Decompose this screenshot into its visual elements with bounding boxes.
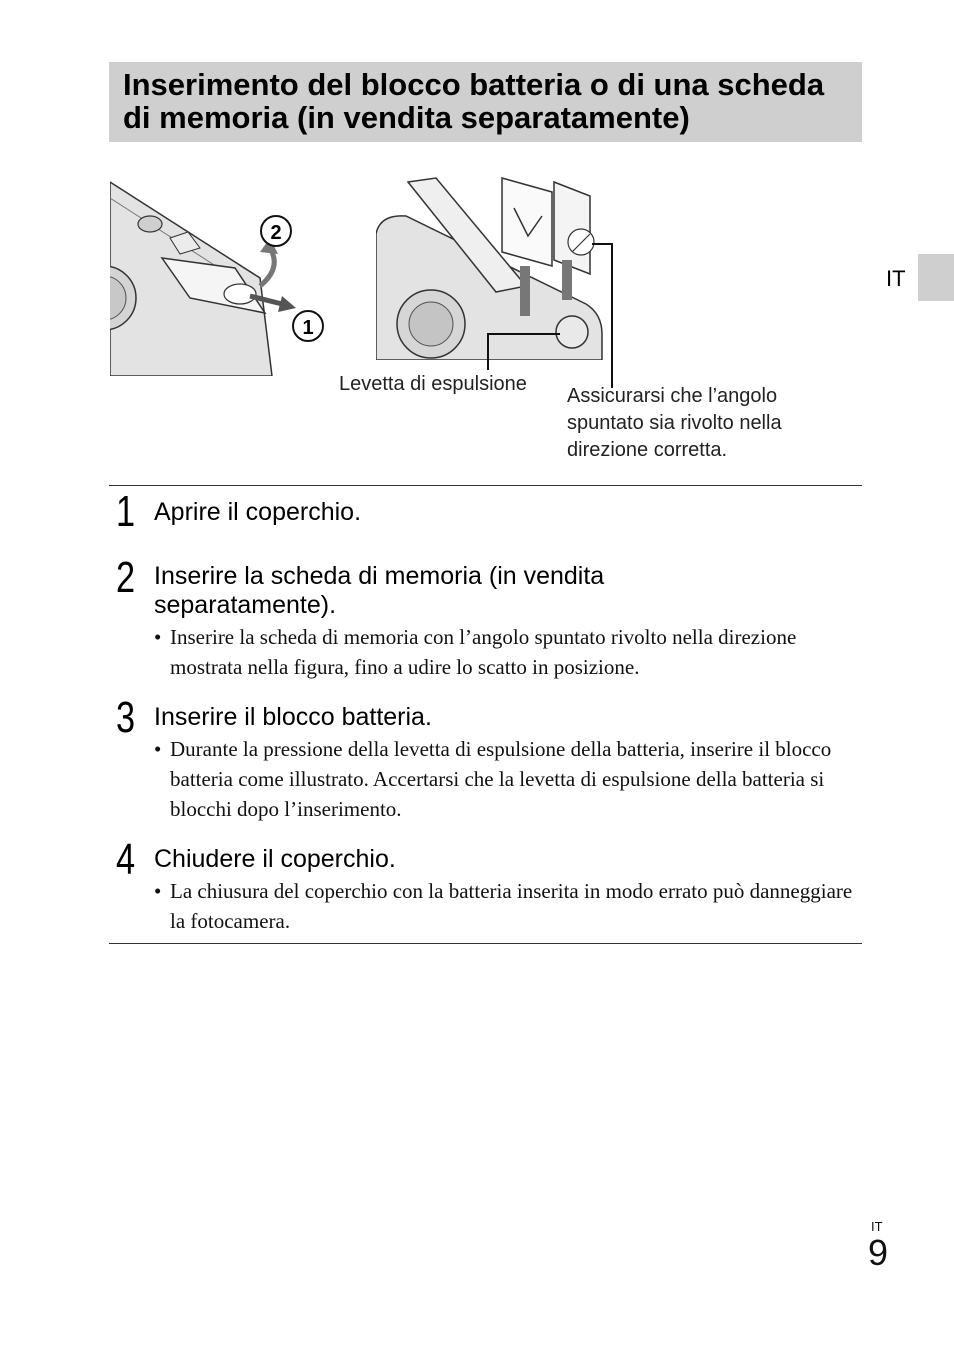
section-title-band (109, 62, 862, 142)
steps-top-rule (109, 485, 862, 486)
lever-leader-line (487, 358, 489, 370)
step-4-bullet (154, 876, 859, 936)
footer-language: IT (871, 1219, 883, 1234)
step-3-number: 3 (116, 693, 136, 742)
step-2-title: Inserire la scheda di memoria (in vendita separatamente). (154, 562, 605, 619)
bullet-symbol: • (154, 625, 162, 649)
bullet-symbol: • (154, 737, 162, 761)
step-4-number: 4 (116, 835, 136, 884)
open-cover-illustration (110, 178, 342, 376)
marker-2-label: 2 (270, 222, 282, 244)
corner-direction-callout: Assicurarsi che l’angolo spuntato sia rivolto nella direzione corretta. (567, 385, 782, 461)
step-4-title: Chiudere il coperchio. (154, 845, 396, 873)
bullet-symbol: • (154, 879, 162, 903)
language-tab-label: IT (886, 266, 906, 291)
step-2-bullet-text: Inserire la scheda di memoria con l’angolo spuntato rivolto nella direzione mostrata nella figura, fino a udire lo scatto in posizione. (170, 625, 797, 679)
step-1-title: Aprire il coperchio. (154, 498, 362, 526)
eject-lever-callout: Levetta di espulsione (339, 373, 527, 395)
section-title: Inserimento del blocco batteria o di una scheda di memoria (in vendita separatamente) (123, 67, 825, 135)
step-3-bullet-text: Durante la pressione della levetta di espulsione della batteria, inserire il blocco batteria come illustrato. Accertarsi che la levetta di espulsione della batteria si blocchi dopo l’inserimento. (170, 737, 832, 821)
steps-bottom-rule (109, 943, 862, 944)
step-2-number: 2 (116, 553, 136, 602)
step-4-bullet-text: La chiusura del coperchio con la batteria inserita in modo errato può danneggiare la fotocamera. (170, 879, 853, 933)
language-side-tab (918, 254, 954, 301)
insert-battery-card-illustration (376, 174, 616, 360)
step-3-title: Inserire il blocco batteria. (154, 703, 432, 731)
page-number: 9 (868, 1232, 889, 1273)
step-2-bullet (154, 622, 859, 682)
step-1-number: 1 (116, 487, 136, 536)
step-3-bullet (154, 734, 859, 824)
marker-1-label: 1 (302, 317, 314, 339)
